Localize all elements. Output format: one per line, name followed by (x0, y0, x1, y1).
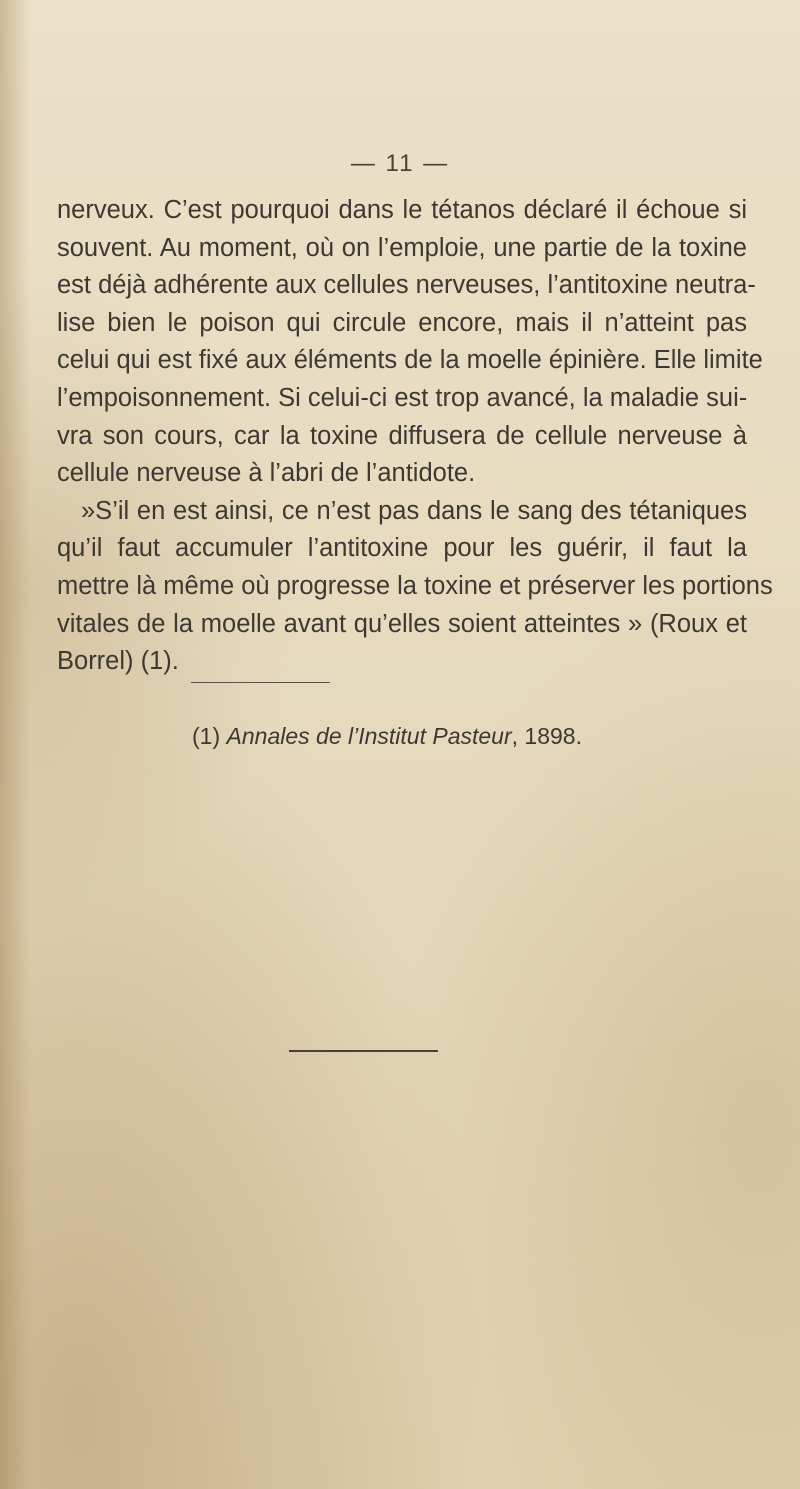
text-line: Borrel) (1). (57, 647, 179, 676)
text-line: celui qui est fixé aux éléments de la moelle épinière. Elle limite (57, 346, 763, 375)
text-line: cellule nerveuse à l’abri de l’antidote. (57, 459, 476, 488)
text-line: vitales de la moelle avant qu’elles soient atteintes » (Roux et (57, 609, 747, 638)
footnote-marker: (1) (192, 723, 221, 749)
text-line: mettre là même où progresse la toxine et préserver les portions (57, 571, 773, 600)
text-line: »S’il en est ainsi, ce n’est pas dans le sang des tétaniques (81, 496, 747, 525)
footnote-title: Annales de l’Institut Pasteur (226, 723, 512, 749)
section-end-rule (289, 1050, 438, 1052)
text-line: nerveux. C’est pourquoi dans le tétanos déclaré il échoue si (57, 196, 747, 224)
body-text (57, 192, 773, 681)
paragraph-1 (57, 192, 763, 493)
text-line: est déjà adhérente aux cellules nerveuses, l’antitoxine neutra- (57, 271, 756, 300)
text-line: qu’il faut accumuler l’antitoxine pour les guérir, il faut la (57, 534, 747, 563)
text-line: vra son cours, car la toxine diffusera de cellule nerveuse à (57, 421, 747, 450)
text-line: l’empoisonnement. Si celui-ci est trop avancé, la maladie sui- (57, 383, 748, 412)
page-edge-shadow (0, 0, 30, 1489)
footnote-divider (191, 682, 330, 683)
page-number: — 11 — (350, 150, 450, 177)
text-line: lise bien le poison qui circule encore, mais il n’atteint pas (57, 308, 747, 337)
footnote (192, 723, 582, 750)
paragraph-2 (57, 493, 773, 681)
text-line: souvent. Au moment, où on l’emploie, une partie de la toxine (57, 233, 747, 262)
footnote-suffix: , 1898. (511, 723, 582, 749)
